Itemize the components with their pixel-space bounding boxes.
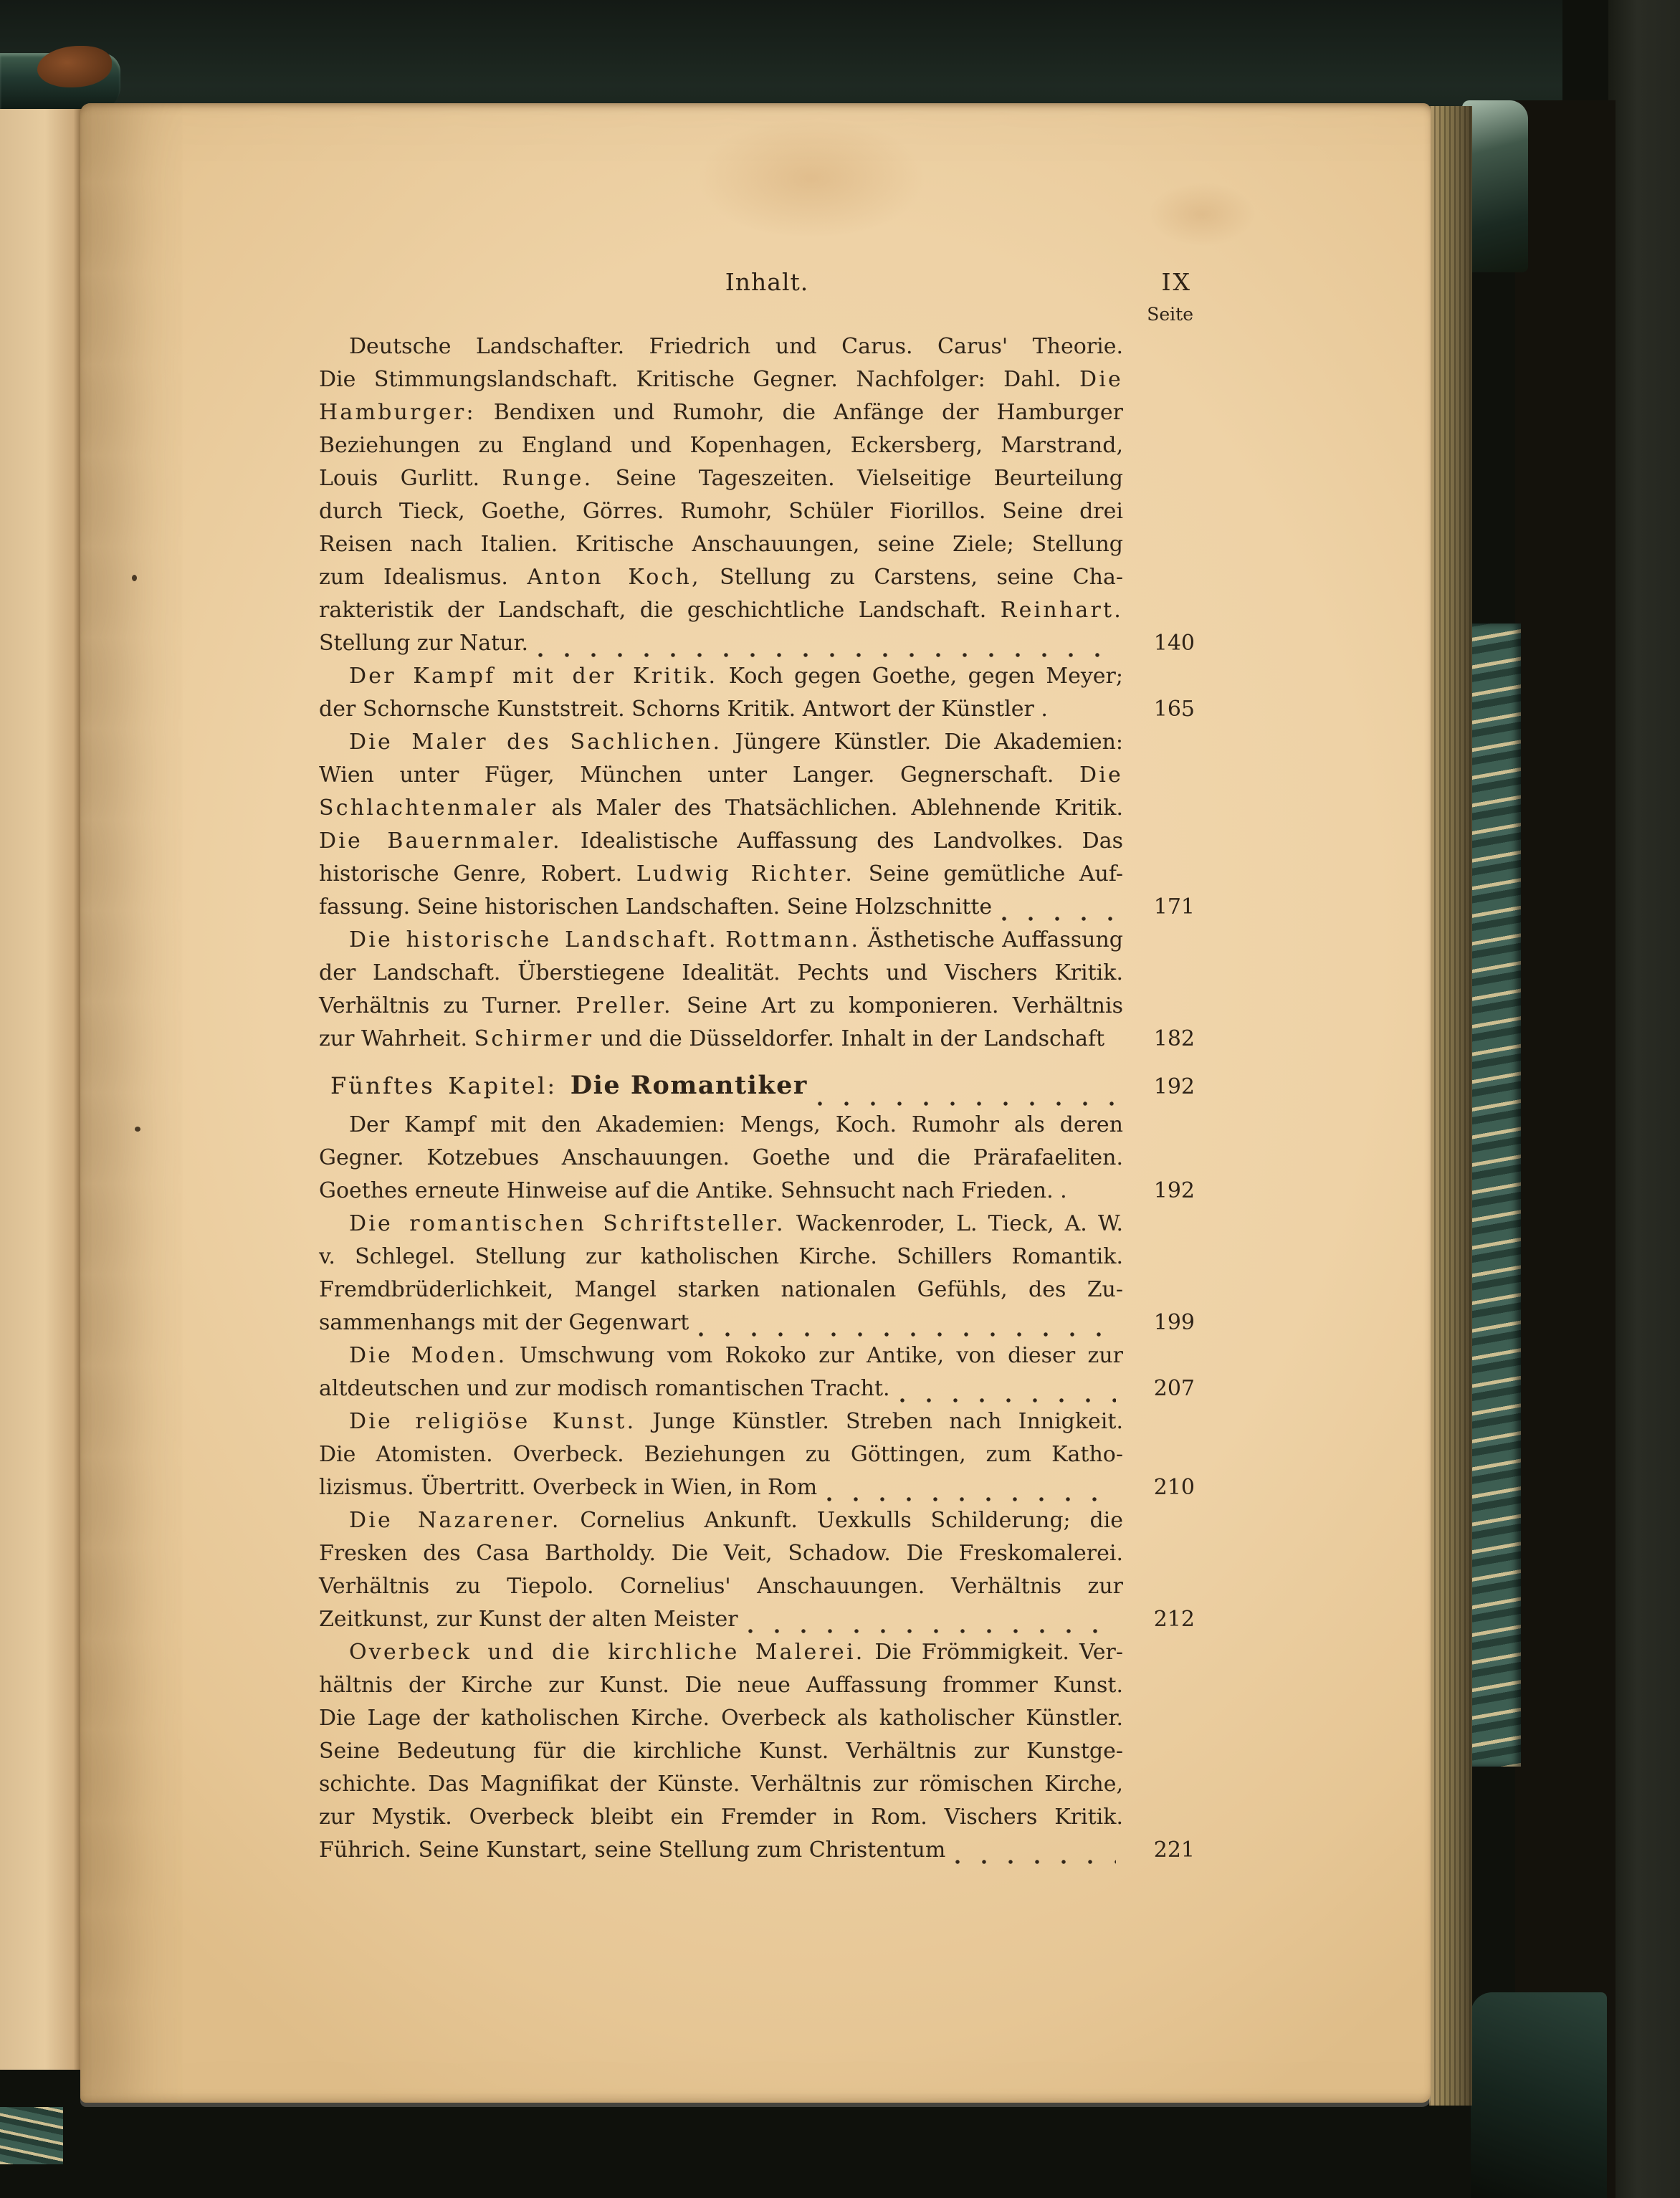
toc-line — [319, 1343, 1195, 1376]
page-number: 165 — [1153, 697, 1195, 722]
toc-line-text — [319, 927, 1123, 952]
toc — [319, 334, 1195, 1870]
dot-leader — [955, 1860, 1116, 1864]
toc-line — [319, 894, 1195, 927]
toc-line-text — [319, 1475, 817, 1500]
toc-text-span: hältnis der Kirche zur Kunst. Die neue Auffassung frommer Kunst. — [319, 1673, 1123, 1698]
toc-text-span: Die religiöse Kunst. — [349, 1409, 636, 1434]
toc-line-text — [319, 795, 1123, 821]
toc-line — [319, 466, 1195, 499]
dot-leader — [748, 1629, 1116, 1633]
toc-text-span: Die Nazarener. — [349, 1508, 561, 1533]
page-block-fore-edge — [1429, 106, 1472, 2106]
facing-page-edge — [0, 109, 82, 2070]
toc-line-text — [319, 1409, 1123, 1434]
toc-line-text — [319, 1739, 1123, 1764]
toc-line — [319, 927, 1195, 960]
toc-line — [319, 697, 1195, 730]
toc-text-span: Ästhetische Auffassung — [860, 927, 1123, 952]
toc-line-text — [319, 1640, 1123, 1665]
page-number: 192 — [1153, 1178, 1195, 1203]
toc-line-text — [319, 367, 1123, 392]
toc-text-span: Junge Künstler. Streben nach Innigkeit. — [636, 1409, 1123, 1434]
toc-text-span: Hamburger: — [319, 400, 476, 425]
toc-text-span: Louis Gurlitt. — [319, 466, 502, 491]
chapter-heading-line — [300, 1071, 1195, 1112]
page-number: 210 — [1153, 1475, 1195, 1500]
toc-line-text — [319, 433, 1123, 458]
toc-text-span: Anton Koch, — [527, 565, 701, 590]
marble-fragment-bottom-left — [0, 2107, 63, 2164]
toc-line-text — [319, 1343, 1123, 1368]
toc-text-span: Die Stimmungslandschaft. Kritische Gegner. Nachfolger: Dahl. — [319, 367, 1079, 392]
toc-text-span: Verhältnis zu Tiepolo. Cornelius' Anschauungen. Verhältnis zur — [319, 1574, 1123, 1599]
toc-line-text — [319, 499, 1123, 524]
toc-line — [319, 433, 1195, 466]
toc-text-span: Reisen nach Italien. Kritische Anschauungen, seine Ziele; Stellung — [319, 532, 1123, 557]
toc-line — [319, 960, 1195, 993]
page-number: 212 — [1153, 1607, 1195, 1632]
dot-leader — [818, 1102, 1116, 1106]
toc-line — [319, 730, 1195, 763]
dot-leader — [1077, 1200, 1116, 1205]
toc-text-span: Der Kampf mit der Kritik. — [349, 664, 718, 689]
toc-text-span: Seine Bedeutung für die kirchliche Kunst. Verhältnis zur Kunstge- — [319, 1739, 1123, 1764]
toc-line-text — [319, 1574, 1123, 1599]
toc-line — [319, 1838, 1195, 1870]
toc-text-span: Wackenroder, L. Tieck, A. W. — [785, 1211, 1123, 1236]
toc-text-span: Zeitkunst, zur Kunst der alten Meister — [319, 1607, 738, 1632]
toc-text-span: Die Lage der katholischen Kirche. Overbeck als katholischer Künstler. — [319, 1706, 1123, 1731]
toc-text-span: der Schornsche Kunststreit. Schorns Kritik. Antwort der Künstler . — [319, 697, 1048, 722]
toc-text-span: Die Bauernmaler. — [319, 828, 562, 854]
toc-text-span: Jüngere Künstler. Die Akademien: — [722, 730, 1124, 755]
toc-line — [319, 1508, 1195, 1541]
toc-entry — [319, 1343, 1195, 1409]
toc-text-span: Wien unter Füger, München unter Langer. Gegnerschaft. — [319, 763, 1079, 788]
toc-line-text — [319, 1442, 1123, 1467]
toc-text-span: Deutsche Landschafter. Friedrich und Carus. Carus' Theorie. — [349, 334, 1123, 359]
toc-text-span: zur Mystik. Overbeck bleibt ein Fremder in Rom. Vischers Kritik. — [319, 1805, 1123, 1830]
toc-line-text — [319, 730, 1123, 755]
toc-line — [319, 400, 1195, 433]
foxing-stain — [1148, 182, 1256, 247]
toc-text-span: durch Tieck, Goethe, Görres. Rumohr, Schüler Fiorillos. Seine drei — [319, 499, 1123, 524]
toc-line-text — [319, 400, 1123, 425]
toc-line — [319, 861, 1195, 894]
page-number: 207 — [1153, 1376, 1195, 1401]
toc-entry — [319, 664, 1195, 730]
toc-line — [319, 795, 1195, 828]
toc-line-text — [319, 993, 1123, 1018]
toc-text-span: lizismus. Übertritt. Overbeck in Wien, in Rom — [319, 1475, 818, 1500]
toc-line — [319, 1673, 1195, 1706]
toc-text-span: historische Genre, Robert. — [319, 861, 636, 887]
toc-text-span: und die Düsseldorfer. Inhalt in der Landschaft — [593, 1026, 1105, 1051]
toc-text-span: Der Kampf mit den Akademien: Mengs, Koch. Rumohr als deren — [349, 1112, 1123, 1137]
toc-text-span: Reinhart. — [1000, 598, 1123, 623]
toc-text-span — [718, 927, 725, 952]
toc-line — [319, 1310, 1195, 1343]
dot-leader — [1115, 1048, 1116, 1053]
toc-text-span: Die romantischen Schriftsteller. — [349, 1211, 786, 1236]
toc-line — [319, 1640, 1195, 1673]
toc-text-span: Seine gemütliche Auf- — [854, 861, 1123, 887]
dot-leader — [1058, 719, 1116, 723]
toc-line-text — [319, 763, 1123, 788]
dot-leader — [538, 653, 1116, 657]
toc-text-span: Umschwung vom Rokoko zur Antike, von dieser zur — [507, 1343, 1123, 1368]
toc-line-text — [319, 1178, 1067, 1203]
toc-line-text — [319, 697, 1048, 722]
dot-leader — [900, 1398, 1116, 1403]
toc-line-text — [319, 334, 1123, 359]
toc-line-text — [319, 861, 1123, 887]
toc-text-span: Führich. Seine Kunstart, seine Stellung zum Christentum — [319, 1838, 946, 1863]
toc-line-text — [319, 1508, 1123, 1533]
toc-line — [319, 532, 1195, 565]
toc-line-text — [319, 1838, 945, 1863]
ink-speck — [135, 1127, 140, 1132]
toc-line-text — [319, 466, 1123, 491]
toc-line-text — [319, 1805, 1123, 1830]
page-number: 182 — [1153, 1026, 1195, 1051]
toc-entry — [319, 1409, 1195, 1508]
toc-line-text — [319, 1607, 738, 1632]
toc-text-span: Beziehungen zu England und Kopenhagen, Eckersberg, Marstrand, — [319, 433, 1123, 458]
toc-line — [319, 1026, 1195, 1059]
toc-line — [319, 1541, 1195, 1574]
toc-line — [319, 664, 1195, 697]
toc-line-text — [300, 1071, 808, 1100]
toc-line — [319, 631, 1195, 664]
toc-text-span: Rottmann. — [725, 927, 861, 952]
toc-text-span: Fremdbrüderlichkeit, Mangel starken nationalen Gefühls, des Zu- — [319, 1277, 1123, 1302]
toc-line — [319, 367, 1195, 400]
toc-line-text — [319, 1706, 1123, 1731]
toc-text-span: Stellung zur Natur. — [319, 631, 529, 656]
page-number: 221 — [1153, 1838, 1195, 1863]
page-title: Inhalt. — [725, 268, 809, 296]
page-number: 171 — [1153, 894, 1195, 919]
toc-text-span: Gegner. Kotzebues Anschauungen. Goethe und die Prärafaeliten. — [319, 1145, 1123, 1170]
dot-leader — [1002, 917, 1116, 921]
page-number: 140 — [1153, 631, 1195, 656]
toc-line-text — [319, 1772, 1123, 1797]
toc-line — [319, 1772, 1195, 1805]
toc-text-span: der Landschaft. Überstiegene Idealität. Pechts und Vischers Kritik. — [319, 960, 1123, 985]
toc-line-text — [319, 1541, 1123, 1566]
toc-entry — [319, 1211, 1195, 1343]
toc-line — [319, 993, 1195, 1026]
toc-text-span: Seine Art zu komponieren. Verhältnis — [672, 993, 1123, 1018]
toc-text-span: Die Maler des Sachlichen. — [349, 730, 722, 755]
toc-line — [319, 1739, 1195, 1772]
toc-entry — [319, 1508, 1195, 1640]
toc-line-text — [319, 1673, 1123, 1698]
toc-text-span: Idealistische Auffassung des Landvolkes. Das — [561, 828, 1123, 854]
toc-text-span: Goethes erneute Hinweise auf die Antike. Sehnsucht nach Frieden. . — [319, 1178, 1067, 1203]
right-cloth-band — [1608, 0, 1680, 2198]
toc-line-text — [319, 1277, 1123, 1302]
toc-text-span: Koch gegen Goethe, gegen Meyer; — [717, 664, 1123, 689]
toc-text-span: Ludwig Richter. — [636, 861, 855, 887]
cover-corner-bottom-right — [1471, 1992, 1607, 2198]
toc-line — [319, 334, 1195, 367]
page — [80, 103, 1431, 2103]
toc-text-span: sammenhangs mit der Gegenwart — [319, 1310, 689, 1335]
toc-line-text — [319, 828, 1123, 854]
toc-line-text — [319, 1376, 890, 1401]
toc-text-span: Die — [1079, 763, 1123, 788]
cover-shadow-band — [1515, 100, 1615, 2198]
toc-line-text — [319, 1310, 689, 1335]
toc-line — [319, 1277, 1195, 1310]
toc-line-text — [319, 565, 1123, 590]
toc-text-span: Stellung zu Carstens, seine Cha- — [700, 565, 1123, 590]
toc-text-span: Preller. — [576, 993, 673, 1018]
toc-line-text — [319, 1145, 1123, 1170]
toc-line — [319, 499, 1195, 532]
toc-line — [319, 1607, 1195, 1640]
toc-line-text — [319, 532, 1123, 557]
chapter-entry — [319, 1071, 1195, 1112]
toc-line — [319, 1442, 1195, 1475]
toc-text-span: Bendixen und Rumohr, die Anfänge der Hamburger — [475, 400, 1123, 425]
page-header — [319, 268, 1195, 301]
toc-line — [319, 828, 1195, 861]
toc-line-text — [319, 1211, 1123, 1236]
toc-text-span: Schlachtenmaler — [319, 795, 538, 821]
toc-line-text — [319, 598, 1123, 623]
page-number: 199 — [1153, 1310, 1195, 1335]
toc-text-span: fassung. Seine historischen Landschaften. Seine Holzschnitte — [319, 894, 993, 919]
toc-text-span: Seine Tageszeiten. Vielseitige Beurteilung — [593, 466, 1123, 491]
toc-text-span: Die Moden. — [349, 1343, 507, 1368]
toc-line — [319, 1706, 1195, 1739]
toc-line — [319, 1805, 1195, 1838]
seite-column-label: Seite — [1147, 304, 1193, 325]
toc-line — [319, 1244, 1195, 1277]
toc-text-span: Fresken des Casa Bartholdy. Die Veit, Schadow. Die Freskomalerei. — [319, 1541, 1123, 1566]
toc-line — [319, 1376, 1195, 1409]
ink-speck — [132, 575, 137, 581]
toc-text-span: altdeutschen und zur modisch romantischen Tracht. — [319, 1376, 890, 1401]
toc-text-span: Schirmer — [474, 1026, 594, 1051]
toc-line-text — [319, 631, 528, 656]
toc-text-span: als Maler des Thatsächlichen. Ablehnende Kritik. — [538, 795, 1123, 821]
toc-text-span: zur Wahrheit. — [319, 1026, 474, 1051]
toc-text-span: Cornelius Ankunft. Uexkulls Schilderung; die — [560, 1508, 1123, 1533]
toc-text-span: Die — [1079, 367, 1123, 392]
toc-line-text — [319, 1112, 1123, 1137]
foxing-stain — [697, 118, 926, 239]
toc-text-span: Overbeck und die kirchliche Malerei. — [349, 1640, 865, 1665]
toc-line — [319, 1112, 1195, 1145]
toc-entry — [319, 334, 1195, 664]
toc-line — [319, 1178, 1195, 1211]
dot-leader — [699, 1332, 1116, 1337]
toc-text-span: rakteristik der Landschaft, die geschichtliche Landschaft. — [319, 598, 1001, 623]
toc-text-span: Die historische Landschaft. — [349, 927, 718, 952]
toc-text-span: Runge. — [502, 466, 593, 491]
page-number: 192 — [1153, 1074, 1195, 1099]
toc-line-text — [319, 894, 992, 919]
toc-text-span: Die Atomisten. Overbeck. Beziehungen zu Göttingen, zum Katho- — [319, 1442, 1123, 1467]
toc-line-text — [319, 664, 1123, 689]
toc-line-text — [319, 1026, 1104, 1051]
toc-entry — [319, 730, 1195, 927]
chapter-title: Die Romantiker — [570, 1071, 808, 1100]
marbled-cover-edge — [1469, 623, 1521, 1767]
toc-entry — [319, 1112, 1195, 1211]
toc-text-span: schichte. Das Magnifikat der Künste. Verhältnis zur römischen Kirche, — [319, 1772, 1123, 1797]
toc-text-span: Verhältnis zu Turner. — [319, 993, 576, 1018]
toc-line — [319, 1574, 1195, 1607]
toc-line — [319, 565, 1195, 598]
toc-line — [319, 1145, 1195, 1178]
page-number-roman: IX — [1161, 268, 1192, 296]
toc-line — [319, 1475, 1195, 1508]
toc-entry — [319, 1640, 1195, 1870]
toc-line-text — [319, 960, 1123, 985]
toc-text-span: v. Schlegel. Stellung zur katholischen Kirche. Schillers Romantik. — [319, 1244, 1123, 1269]
toc-line-text — [319, 1244, 1123, 1269]
toc-line — [319, 598, 1195, 631]
toc-text-span: zum Idealismus. — [319, 565, 528, 590]
toc-entry — [319, 927, 1195, 1059]
toc-line — [319, 1211, 1195, 1244]
toc-text-span: Fünftes Kapitel: — [330, 1072, 571, 1099]
page-content — [319, 268, 1195, 1870]
toc-line — [319, 763, 1195, 795]
toc-text-span: Die Frömmigkeit. Ver- — [864, 1640, 1123, 1665]
dot-leader — [827, 1497, 1116, 1501]
toc-line — [319, 1409, 1195, 1442]
